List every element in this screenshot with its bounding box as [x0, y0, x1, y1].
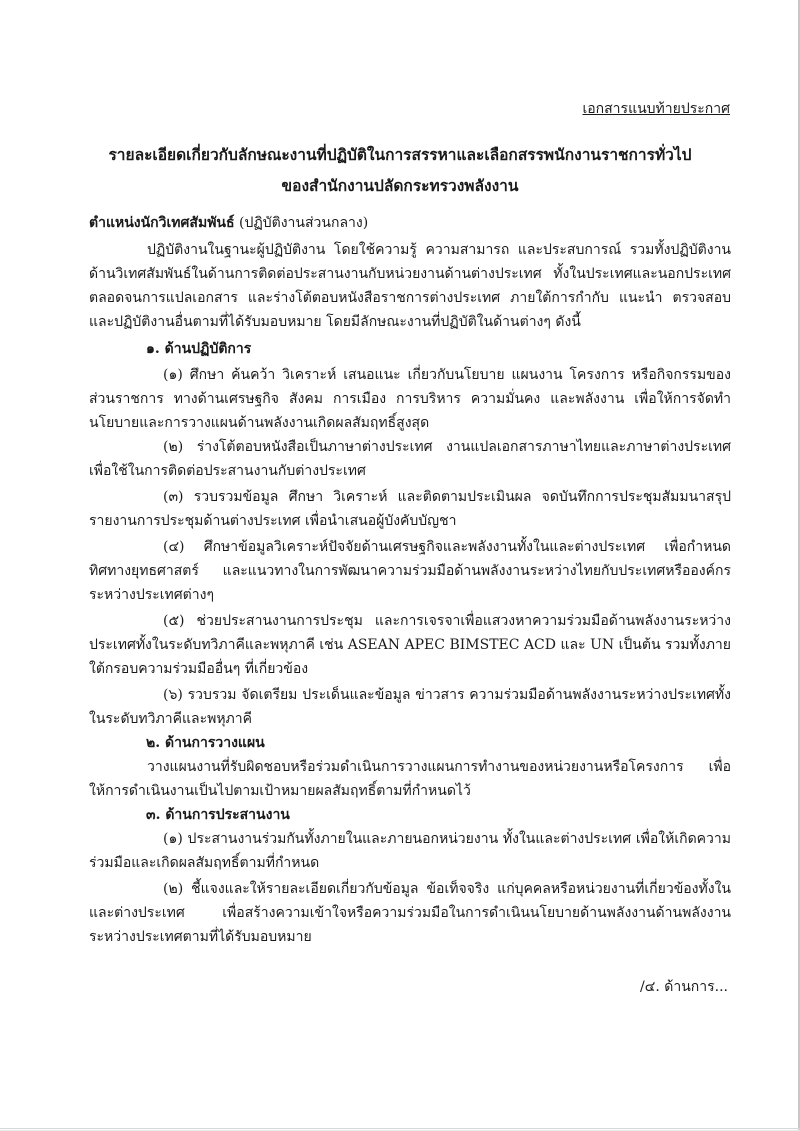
document-title-line-1: รายละเอียดเกี่ยวกับลักษณะงานที่ปฏิบัติในการสรรหาและเลือกสรรพนักงานราชการทั่วไป — [108, 145, 692, 164]
section-3-heading: ๓. ด้านการประสานงาน — [146, 807, 290, 823]
document-title-line-2: ของสำนักงานปลัดกระทรวงพลังงาน — [281, 176, 519, 195]
continuation-note: /๔. ด้านการ... — [640, 979, 728, 995]
position-intro: ปฏิบัติงานในฐานะผู้ปฏิบัติงาน โดยใช้ความรู้ ความสามารถ และประสบการณ์ รวมทั้งปฏิบัติงานด้านวิเทศสัมพันธ์ในด้านการติดต่อประสานงานกับหน่วยงานด้านต่างประเทศ ทั้งในประเทศและนอกประเทศ ตลอดจนการแปลเอกสาร และร่างโต้ตอบหนังสือราชการต่างประเทศ ภายใต้การกำกับ แนะนำ ตรวจสอบ และปฏิบัติงานอื่นตามที่ได้รับมอบหมาย โดยมีลักษณะงานที่ปฏิบัติในด้านต่างๆ ดังนี้ — [89, 242, 731, 330]
section-3-item-1: (๑) ประสานงานร่วมกันทั้งภายในและภายนอกหน่วยงาน ทั้งในและต่างประเทศ เพื่อให้เกิดความร่วมมือและเกิดผลสัมฤทธิ์ตามที่กำหนด — [89, 831, 731, 871]
section-1-heading: ๑. ด้านปฏิบัติการ — [146, 341, 252, 357]
section-2-heading: ๒. ด้านการวางแผน — [146, 735, 265, 751]
section-1-item-5: (๕) ช่วยประสานงานการประชุม และการเจรจาเพื่อแสวงหาความร่วมมือด้านพลังงานระหว่างประเทศทั้งในระดับทวิภาคีและพหุภาคี เช่น ASEAN APEC BIMSTEC ACD และ UN เป็นต้น รวมทั้งภายใต้กรอบความร่วมมืออื่นๆ ที่เกี่ยวข้อง — [89, 613, 731, 677]
section-1-item-6: (๖) รวบรวม จัดเตรียม ประเด็นและข้อมูล ข่าวสาร ความร่วมมือด้านพลังงานระหว่างประเทศทั้งในระดับทวิภาคีและพหุภาคี — [89, 687, 731, 727]
section-1-item-3: (๓) รวบรวมข้อมูล ศึกษา วิเคราะห์ และติดตามประเมินผล จดบันทึกการประชุมสัมมนาสรุปรายงานการประชุมด้านต่างประเทศ เพื่อนำเสนอผู้บังคับบัญชา — [89, 489, 731, 529]
scan-bottom-edge — [0, 1128, 800, 1129]
section-1-item-4: (๔) ศึกษาข้อมูลวิเคราะห์ปัจจัยด้านเศรษฐกิจและพลังงานทั้งในและต่างประเทศ เพื่อกำหนดทิศทางยุทธศาสตร์ และแนวทางในการพัฒนาความร่วมมือด้านพลังงานระหว่างไทยกับประเทศหรือองค์กรระหว่างประเทศต่างๆ — [89, 539, 731, 603]
section-1-item-2: (๒) ร่างโต้ตอบหนังสือเป็นภาษาต่างประเทศ งานแปลเอกสารภาษาไทยและภาษาต่างประเทศเพื่อใช้ในการติดต่อประสานงานกับต่างประเทศ — [89, 439, 731, 479]
position-heading — [89, 211, 731, 235]
section-3-item-2: (๒) ชี้แจงและให้รายละเอียดเกี่ยวกับข้อมูล ข้อเท็จจริง แก่บุคคลหรือหน่วยงานที่เกี่ยวข้องทั้งในและต่างประเทศ เพื่อสร้างความเข้าใจหรือความร่วมมือในการดำเนินนโยบายด้านพลังงานด้านพลังงานระหว่างประเทศตามที่ได้รับมอบหมาย — [89, 881, 731, 945]
section-2-text: วางแผนงานที่รับผิดชอบหรือร่วมดำเนินการวางแผนการทำงานของหน่วยงานหรือโครงการ เพื่อให้การดำเนินงานเป็นไปตามเป้าหมายผลสัมฤทธิ์ตามที่กำหนดไว้ — [89, 759, 731, 799]
position-name: ตำแหน่งนักวิเทศสัมพันธ์ — [89, 215, 235, 231]
attachment-label: เอกสารแนบท้ายประกาศ — [582, 101, 730, 117]
section-1-item-1: (๑) ศึกษา ค้นคว้า วิเคราะห์ เสนอแนะ เกี่ยวกับนโยบาย แผนงาน โครงการ หรือกิจกรรมของส่วนราชการ ทางด้านเศรษฐกิจ สังคม การเมือง การบริหาร ความมั่นคง และพลังงาน เพื่อให้การจัดทำนโยบายและการวางแผนด้านพลังงานเกิดผลสัมฤทธิ์สูงสุด — [89, 367, 731, 431]
position-unit: (ปฏิบัติงานส่วนกลาง) — [234, 215, 369, 231]
